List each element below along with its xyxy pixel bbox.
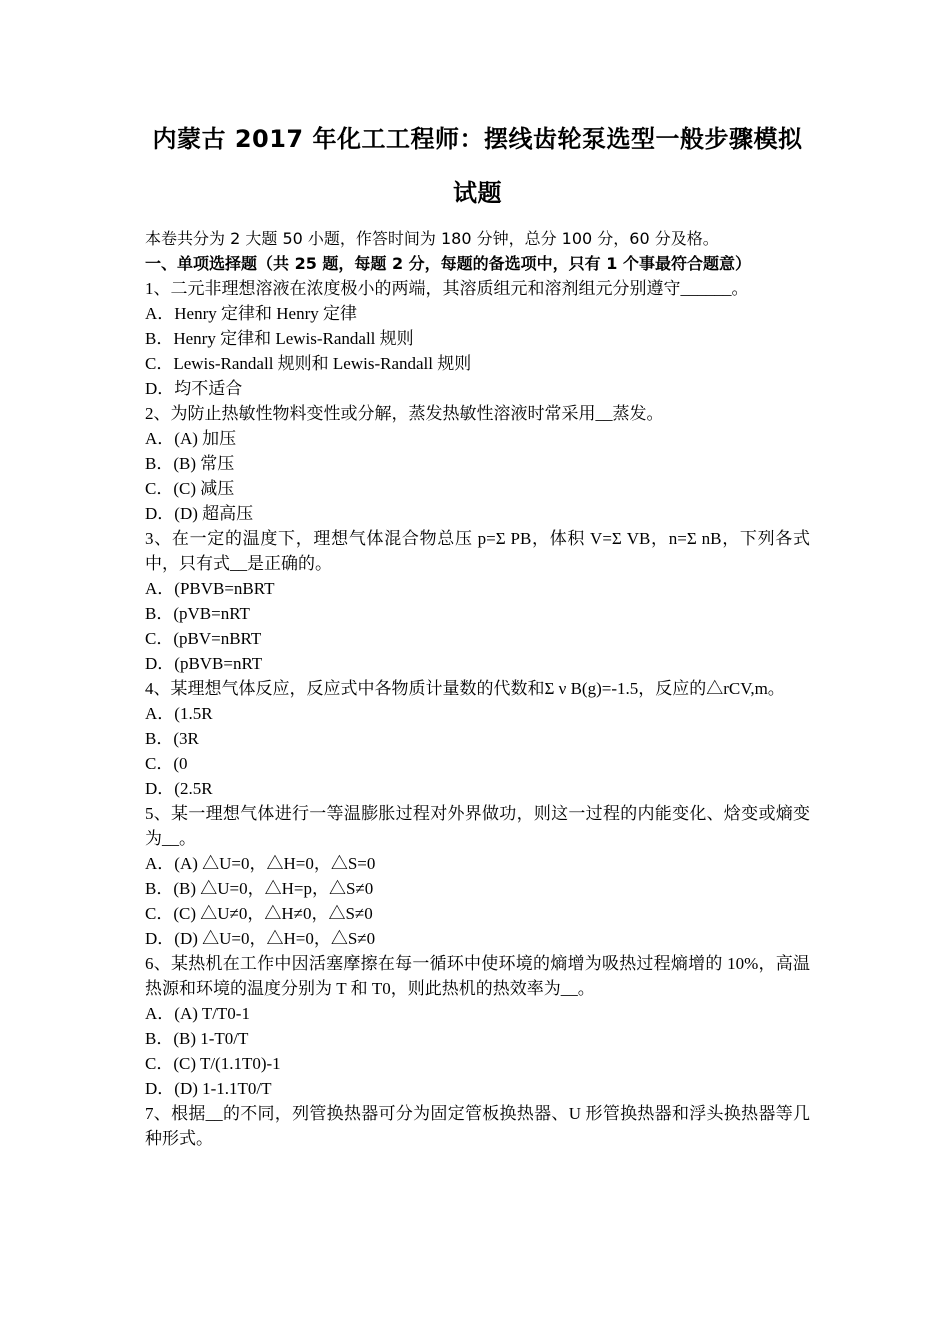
document-page: [145, 112, 810, 1151]
option-b: B．(B) 常压: [145, 454, 235, 473]
question-block: [145, 276, 810, 401]
question-stem: 1、二元非理想溶液在浓度极小的两端，其溶质组元和溶剂组元分别遵守______。: [145, 279, 749, 298]
option-d: D．(pBVB=nRT: [145, 654, 263, 673]
option-b: B．(B) △U=0，△H=p，△S≠0: [145, 879, 374, 898]
question-block: [145, 801, 810, 951]
option-c: C．(pBV=nBRT: [145, 629, 262, 648]
option-b: B．(B) 1-T0/T: [145, 1029, 249, 1048]
title-line-2: 试题: [453, 179, 502, 207]
question-block: [145, 951, 810, 1101]
section-heading: 一、单项选择题（共 25 题，每题 2 分，每题的备选项中，只有 1 个事最符合题意）: [145, 254, 751, 273]
option-d: D．(D) 超高压: [145, 504, 254, 523]
option-d: D．均不适合: [145, 379, 243, 398]
title-line-1: 内蒙古 2017 年化工工程师：摆线齿轮泵选型一般步骤模拟: [152, 125, 803, 153]
question-block: [145, 676, 810, 801]
question-stem: 2、为防止热敏性物料变性或分解，蒸发热敏性溶液时常采用__蒸发。: [145, 404, 664, 423]
document-title: [125, 112, 830, 220]
option-c: C．Lewis-Randall 规则和 Lewis-Randall 规则: [145, 354, 472, 373]
option-a: A．Henry 定律和 Henry 定律: [145, 304, 357, 323]
option-a: A．(PBVB=nBRT: [145, 579, 275, 598]
question-stem: 5、某一理想气体进行一等温膨胀过程对外界做功，则这一过程的内能变化、焓变或熵变为__。: [145, 804, 810, 848]
question-stem: 3、在一定的温度下，理想气体混合物总压 p=Σ PB，体积 V=Σ VB，n=Σ nB，下列各式中，只有式__是正确的。: [145, 529, 810, 573]
option-c: C．(C) △U≠0，△H≠0，△S≠0: [145, 904, 373, 923]
option-c: C．(C) T/(1.1T0)-1: [145, 1054, 281, 1073]
option-a: A．(A) 加压: [145, 429, 237, 448]
question-block: [145, 526, 810, 676]
option-a: A．(A) T/T0-1: [145, 1004, 250, 1023]
option-d: D．(D) △U=0，△H=0，△S≠0: [145, 929, 376, 948]
option-b: B．(3R: [145, 729, 199, 748]
option-c: C．(C) 减压: [145, 479, 235, 498]
question-stem: 7、根据__的不同，列管换热器可分为固定管板换热器、U 形管换热器和浮头换热器等几种形式。: [145, 1104, 810, 1148]
exam-info: 本卷共分为 2 大题 50 小题，作答时间为 180 分钟，总分 100 分，60 分及格。: [145, 229, 719, 248]
option-c: C．(0: [145, 754, 188, 773]
question-stem: 6、某热机在工作中因活塞摩擦在每一循环中使环境的熵增为吸热过程熵增的 10%，高温热源和环境的温度分别为 T 和 T0，则此热机的热效率为__。: [145, 954, 810, 998]
question-block: [145, 1101, 810, 1151]
option-a: A．(A) △U=0，△H=0，△S=0: [145, 854, 376, 873]
option-d: D．(2.5R: [145, 779, 213, 798]
option-b: B．(pVB=nRT: [145, 604, 250, 623]
option-d: D．(D) 1-1.1T0/T: [145, 1079, 272, 1098]
option-a: A．(1.5R: [145, 704, 213, 723]
option-b: B．Henry 定律和 Lewis-Randall 规则: [145, 329, 414, 348]
question-stem: 4、某理想气体反应，反应式中各物质计量数的代数和Σ ν B(g)=-1.5，反应的△rCV,m。: [145, 679, 785, 698]
question-block: [145, 401, 810, 526]
